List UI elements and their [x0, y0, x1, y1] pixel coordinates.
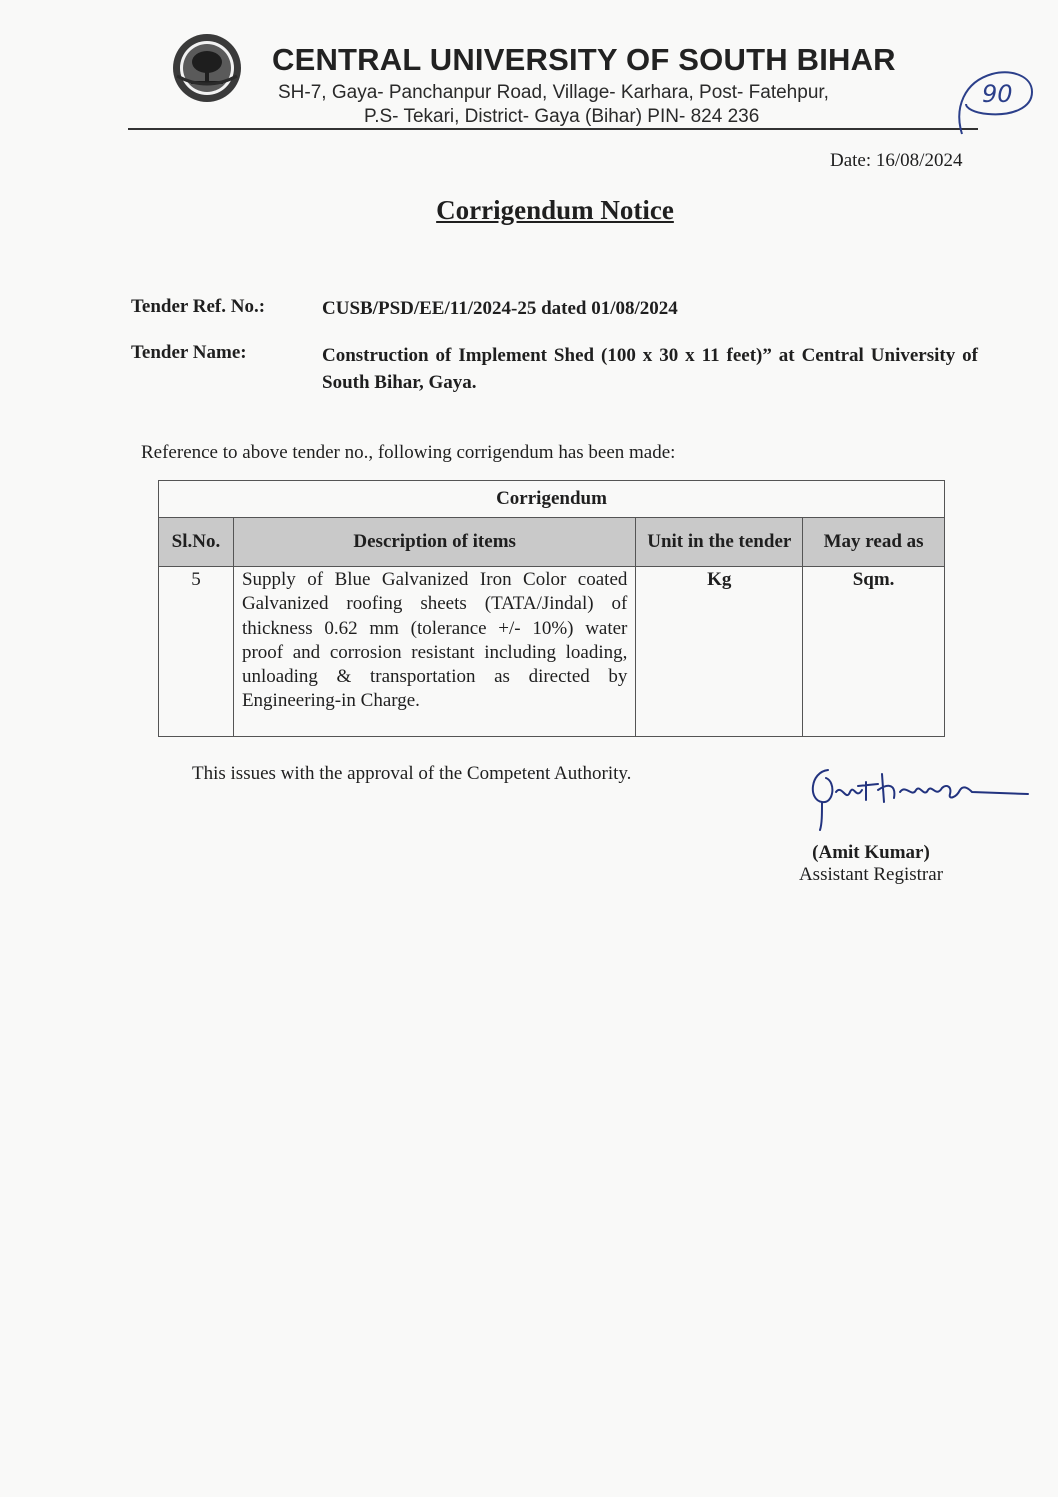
cell-may-read-as: Sqm. [803, 567, 945, 737]
university-name: CENTRAL UNIVERSITY OF SOUTH BIHAR [272, 42, 896, 77]
signer-name: (Amit Kumar) [812, 842, 930, 863]
column-header-description: Description of items [233, 518, 635, 567]
column-header-unit: Unit in the tender [636, 518, 803, 567]
tender-ref-value: CUSB/PSD/EE/11/2024-25 dated 01/08/2024 [322, 298, 678, 319]
notice-title: Corrigendum Notice [436, 195, 674, 225]
corrigendum-table [158, 480, 945, 737]
tender-ref-label: Tender Ref. No.: [131, 296, 266, 317]
reference-intro: Reference to above tender no., following corrigendum has been made: [141, 442, 676, 463]
notice-date: Date: 16/08/2024 [830, 150, 963, 171]
cell-unit-in-tender: Kg [636, 567, 803, 737]
table-header-row [159, 518, 945, 567]
page-number-text: 90 [982, 80, 1013, 108]
cell-sl-no: 5 [159, 567, 234, 737]
table-row [159, 567, 945, 737]
table-caption: Corrigendum [159, 481, 945, 518]
address-line-2: P.S- Tekari, District- Gaya (Bihar) PIN- 824 236 [364, 106, 760, 127]
address-line-1: SH-7, Gaya- Panchanpur Road, Village- Karhara, Post- Fatehpur, [278, 82, 829, 103]
signature [800, 762, 1030, 832]
column-header-may-read-as: May read as [803, 518, 945, 567]
header-divider [128, 128, 978, 130]
tender-name-label: Tender Name: [131, 342, 247, 363]
approval-text: This issues with the approval of the Competent Authority. [192, 763, 632, 784]
cell-description: Supply of Blue Galvanized Iron Color coated Galvanized roofing sheets (TATA/Jindal) of thickness 0.62 mm (tolerance +/- 10%) water proof and corrosion resistant including loading, unloading & transportation as directed by Engineering-in Charge. [233, 567, 635, 737]
tender-name-value: Construction of Implement Shed (100 x 30 x 11 feet)” at Central University of South Bihar, Gaya. [322, 345, 978, 393]
signer-designation: Assistant Registrar [798, 864, 944, 885]
university-logo [171, 32, 243, 104]
handwritten-page-number [952, 68, 1036, 140]
column-header-sl-no: Sl.No. [159, 518, 234, 567]
